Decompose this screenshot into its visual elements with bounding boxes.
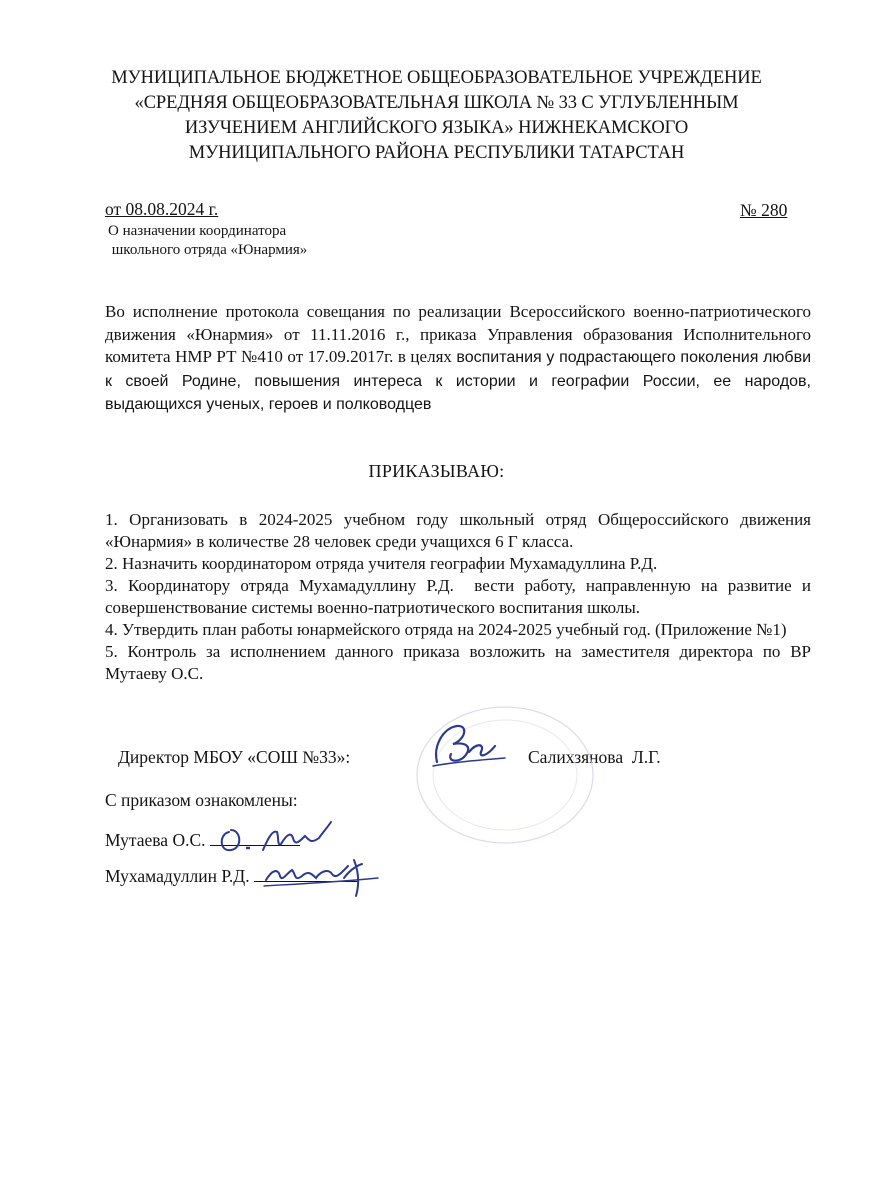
director-signature: [425, 716, 515, 776]
order-subject: [108, 222, 307, 260]
preamble-main: Во исполнение протокола совещания по реализации Всероссийского военно-патриотического движения «Юнармия» от 11.11.2016 г., приказа Управления образования Исполнительного комитета НМР РТ №410 от 17.09.2017г. в целях: [105, 302, 811, 366]
signature-mukhamadullin: [258, 852, 388, 912]
order-item-2: 2. Назначить координатором отряда учителя географии Мухамадуллина Р.Д.: [105, 554, 658, 573]
acquainted-label: С приказом ознакомлены:: [105, 790, 298, 810]
order-item-5: 5. Контроль за исполнением данного приказа возложить на заместителя директора по ВР Мутаеву О.С.: [105, 642, 811, 683]
signer-name-2: Мухамадуллин Р.Д.: [105, 866, 250, 886]
order-item-4: 4. Утвердить план работы юнармейского отряда на 2024-2025 учебный год. (Приложение №1): [105, 620, 787, 639]
preamble-paragraph: [105, 301, 811, 417]
header-line-2: «СРЕДНЯЯ ОБЩЕОБРАЗОВАТЕЛЬНАЯ ШКОЛА № 33 С УГЛУБЛЕННЫМ: [134, 93, 739, 113]
order-number: № 280: [740, 200, 788, 220]
preamble-tail: воспитания у подрастающего поколения любви к своей Родине, повышения интереса к истории и географии России, ее народов, выдающихся ученых, героев и полководцев: [105, 349, 812, 413]
order-item-3: 3. Координатору отряда Мухамадуллину Р.Д. вести работу, направленную на развитие и совершенствование системы военно-патриотического воспитания школы.: [105, 576, 816, 617]
signer-name-1: Мутаева О.С.: [105, 830, 206, 850]
header-line-3: ИЗУЧЕНИЕМ АНГЛИЙСКОГО ЯЗЫКА» НИЖНЕКАМСКОГО: [184, 118, 689, 138]
school-header: [60, 66, 813, 166]
order-heading: ПРИКАЗЫВАЮ:: [368, 461, 505, 481]
header-line-4: МУНИЦИПАЛЬНОГО РАЙОНА РЕСПУБЛИКИ ТАТАРСТАН: [188, 143, 685, 163]
order-items: [105, 509, 816, 685]
order-item-1: 1. Организовать в 2024-2025 учебном году школьный отряд Общероссийского движения «Юнармия» в количестве 28 человек среди учащихся 6 Г класса.: [105, 510, 811, 551]
director-name: Салихзянова Л.Г.: [528, 747, 661, 767]
subject-line-1: О назначении координатора: [108, 223, 287, 239]
subject-line-2: школьного отряда «Юнармия»: [108, 242, 308, 258]
header-line-1: МУНИЦИПАЛЬНОЕ БЮДЖЕТНОЕ ОБЩЕОБРАЗОВАТЕЛЬНОЕ УЧРЕЖДЕНИЕ: [111, 68, 762, 88]
order-date: от 08.08.2024 г.: [105, 199, 219, 219]
director-label: Директор МБОУ «СОШ №33»:: [118, 747, 351, 767]
